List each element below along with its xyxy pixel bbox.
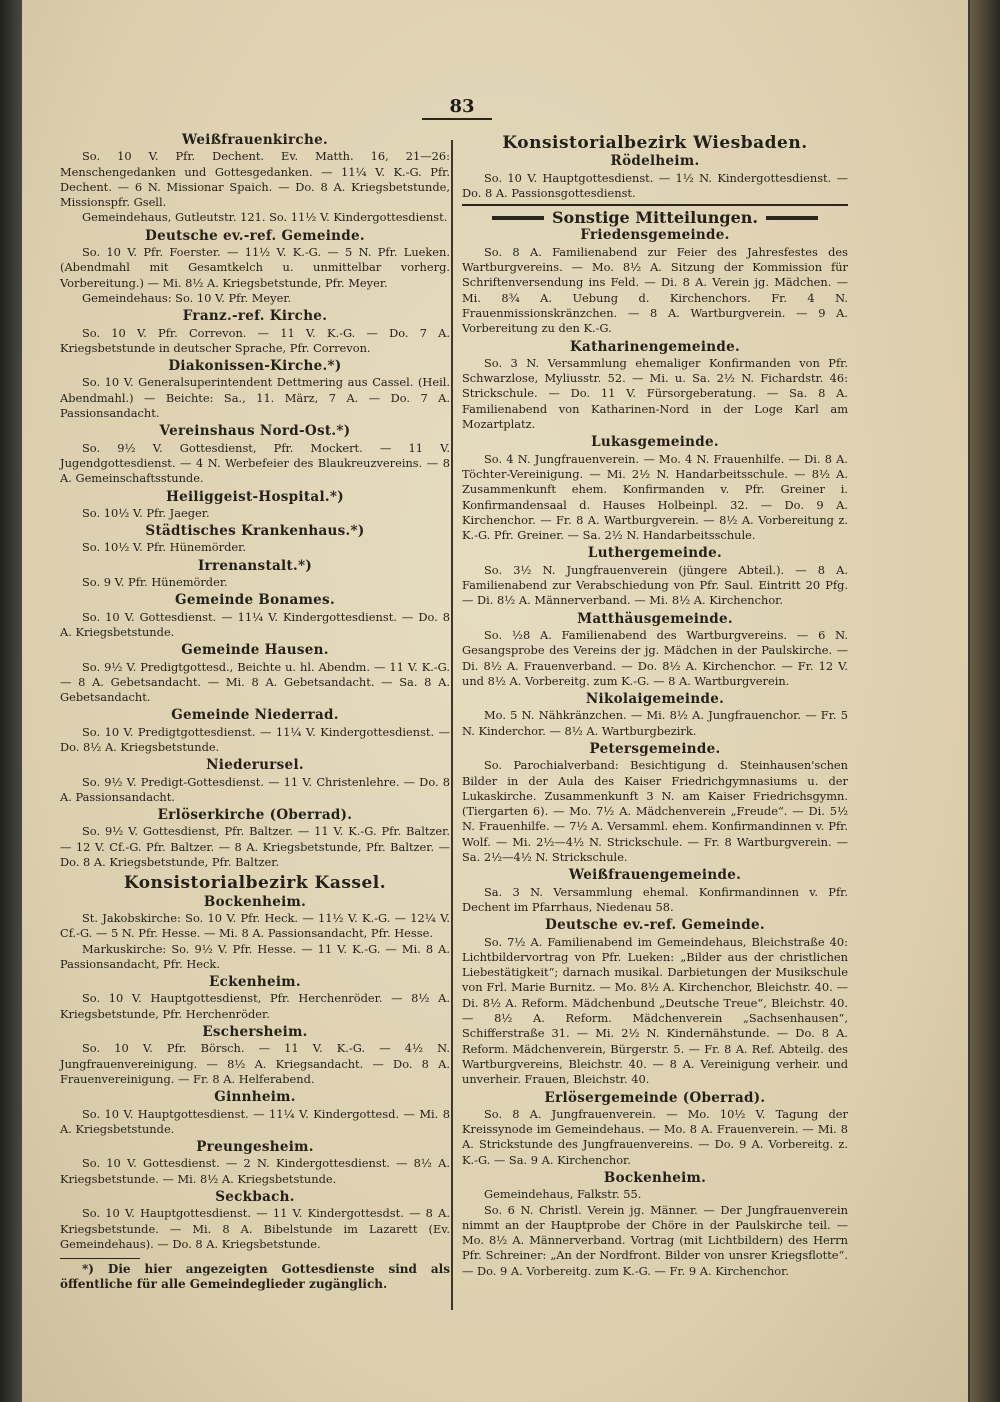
schedule-paragraph: So. 9½ V. Gottesdienst, Pfr. Mockert. — 11 V. Jugendgottesdienst. — 4 N. Werbefeier des Blaukreuzvereins. — 8 A. Gemeinschaftsstunde. xyxy=(60,440,450,486)
schedule-paragraph: So. 10 V. Pfr. Börsch. — 11 V. K.-G. — 4½ N. Jungfrauenvereinigung. — 8½ A. Kriegsandacht. — Do. 8 A. Frauenvereinigung. — Fr. 8 A. Helferabend. xyxy=(60,1041,450,1086)
schedule-paragraph: Gemeindehaus, Falkstr. 55. xyxy=(484,1187,642,1202)
schedule-paragraph: So. 10 V. Predigtgottesdienst. — 11¼ V. Kindergottesdienst. — Do. 8½ A. Kriegsbetstunde. xyxy=(60,724,450,754)
parish-heading: Diakonissen-Kirche.*) xyxy=(168,358,342,375)
schedule-paragraph: So. 4 N. Jungfrauenverein. — Mo. 4 N. Frauenhilfe. — Di. 8 A. Töchter-Vereinigung. — Mi. 2½ N. Handarbeitsschule. — 8½ A. Zusammenkunft ehem. Konfirmanden v. Pfr. Greiner i. Konfirmandensaal d. Hauses Holbeinpl. 32. — Do. 9 A. Kirchenchor. — Fr. 8 A. Wartburgverein. — 8½ A. Vorbereitung z. K.-G. Pfr. Greiner. — Sa. 2½ N. Handarbeitsschule. xyxy=(462,451,848,543)
footnote: *) Die hier angezeigten Gottesdienste sind als öffentliche für alle Gemeindeglieder zugänglich. xyxy=(60,1262,450,1292)
parish-heading: Erlöserkirche (Oberrad). xyxy=(157,807,353,824)
schedule-paragraph: Markuskirche: So. 9½ V. Pfr. Hesse. — 11 V. K.-G. — Mi. 8 A. Passionsandacht, Pfr. Heck. xyxy=(60,941,450,971)
parish-heading: Städtisches Krankenhaus.*) xyxy=(145,523,365,540)
parish-heading: Bockenheim. xyxy=(203,893,307,910)
schedule-paragraph: Gemeindehaus, Gutleutstr. 121. So. 11½ V. Kindergottesdienst. xyxy=(82,210,448,225)
parish-heading: Katharinengemeinde. xyxy=(569,338,740,355)
page-number: 83 xyxy=(449,96,475,117)
schedule-paragraph: So. 10 V. Hauptgottesdienst. — 11 V. Kindergottesdst. — 8 A. Kriegsbetstunde. — Mi. 8 A. Bibelstunde im Lazarett (Ev. Gemeindehaus). — Do. 8 A. Kriegsbetstunde. xyxy=(60,1206,450,1251)
schedule-paragraph: So. 10 V. Gottesdienst. — 2 N. Kindergottesdienst. — 8½ A. Kriegsbetstunde. — Mi. 8½ A. Kriegsbetstunde. xyxy=(60,1156,450,1186)
schedule-paragraph: So. 10½ V. Pfr. Jaeger. xyxy=(82,505,210,520)
parish-heading: Weißfrauenkirche. xyxy=(182,132,328,148)
parish-heading: Friedensgemeinde. xyxy=(580,227,730,244)
parish-heading: Niederursel. xyxy=(206,757,304,774)
district-heading: Konsistorialbezirk Wiesbaden. xyxy=(502,133,808,153)
schedule-paragraph: Gemeindehaus: So. 10 V. Pfr. Meyer. xyxy=(82,290,292,305)
document-page xyxy=(22,0,968,1402)
schedule-paragraph: So. ½8 A. Familienabend des Wartburgvereins. — 6 N. Gesangsprobe des Vereins der jg. Mädchen in der Paulskirche. — Di. 8½ A. Frauenverband. — Do. 8½ A. Kirchenchor. — Fr. 12 V. und 8½ A. Vorbereitg. zum K.-G. — 8 A. Wartburgverein. xyxy=(462,627,848,688)
schedule-paragraph: Sa. 3 N. Versammlung ehemal. Konfirmandinnen v. Pfr. Dechent im Pfarrhaus, Niedenau 58. xyxy=(462,884,848,914)
parish-heading: Seckbach. xyxy=(215,1189,295,1205)
horizontal-rule xyxy=(462,204,848,206)
right-column xyxy=(462,130,848,1279)
parish-heading: Gemeinde Niederrad. xyxy=(171,707,339,724)
schedule-paragraph: So. 3½ N. Jungfrauenverein (jüngere Abteil.). — 8 A. Familienabend zur Verabschiedung von Pfr. Saul. Eintritt 20 Pfg. — Di. 8½ A. Männerverband. — Mi. 8½ A. Kirchenchor. xyxy=(462,562,848,608)
parish-heading: Vereinshaus Nord-Ost.*) xyxy=(159,423,351,440)
schedule-paragraph: So. 9½ V. Predigtgottesd., Beichte u. hl. Abendm. — 11 V. K.-G. — 8 A. Gebetsandacht. — Mi. 8 A. Gebetsandacht. — Sa. 8 A. Gebetsandacht. xyxy=(60,659,450,705)
parish-heading: Preungesheim. xyxy=(196,1139,314,1156)
parish-heading: Nikolaigemeinde. xyxy=(585,691,725,708)
book-binding-left xyxy=(0,0,22,1402)
parish-heading: Matthäusgemeinde. xyxy=(577,610,733,627)
parish-heading: Bockenheim. xyxy=(603,1170,707,1186)
parish-heading: Deutsche ev.-ref. Gemeinde. xyxy=(145,227,365,244)
footnote-rule xyxy=(60,1258,140,1259)
banner-bar-left xyxy=(492,216,544,220)
parish-heading: Gemeinde Bonames. xyxy=(175,592,335,609)
parish-heading: Franz.-ref. Kirche. xyxy=(182,308,328,325)
column-divider xyxy=(451,140,453,1310)
schedule-paragraph: So. 10 V. Generalsuperintendent Dettmering aus Cassel. (Heil. Abendmahl.) — Beichte: Sa., 11. März, 7 A. — Do. 7 A. Passionsandacht. xyxy=(60,375,450,421)
parish-heading: Gemeinde Hausen. xyxy=(181,642,329,659)
schedule-paragraph: So. 10 V. Pfr. Foerster. — 11½ V. K.-G. — 5 N. Pfr. Lueken. (Abendmahl mit Gesamtkelch u. unmittelbar vorherg. Vorbereitung.) — Mi. 8½ A. Kriegsbetstunde, Pfr. Meyer. xyxy=(60,245,450,290)
section-banner xyxy=(462,208,848,228)
schedule-paragraph: So. 10 V. Gottesdienst. — 11¼ V. Kindergottesdienst. — Do. 8 A. Kriegsbetstunde. xyxy=(60,609,450,639)
schedule-paragraph: So. 10 V. Hauptgottesdienst. — 11¼ V. Kindergottesd. — Mi. 8 A. Kriegsbetstunde. xyxy=(60,1106,450,1136)
schedule-paragraph: So. 3 N. Versammlung ehemaliger Konfirmanden von Pfr. Schwarzlose, Myliusstr. 52. — Mi. u. Sa. 2½ N. Fichardstr. 46: Strickschule. — Do. 11 V. Fürsorgeberatung. — Sa. 8 A. Familienabend von Katharinen-Nord in der Loge Karl am Mozartplatz. xyxy=(462,355,848,432)
book-binding-right xyxy=(970,0,1000,1402)
schedule-paragraph: So. 8 A. Jungfrauenverein. — Mo. 10½ V. Tagung der Kreissynode im Gemeindehaus. — Mo. 8 A. Frauenverein. — Mi. 8 A. Strickstunde des Jungfrauenvereins. — Do. 9 A. Vorbereitg. z. K.-G. — Sa. 9 A. Kirchenchor. xyxy=(462,1106,848,1167)
schedule-paragraph: So. 9½ V. Predigt-Gottesdienst. — 11 V. Christenlehre. — Do. 8 A. Passionsandacht. xyxy=(60,774,450,804)
schedule-paragraph: So. Parochialverband: Besichtigung d. Steinhausen'schen Bilder in der Aula des Kaiser Friedrichgymnasiums u. der Lukaskirche. Zusammenkunft 3 N. am Kaiser Friedrichsgymn. (Tiergarten 6). — Mo. 7½ A. Mädchenverein „Freude“. — Di. 5½ N. Frauenhilfe. — 7½ A. Versamml. ehem. Konfirmandinnen v. Pfr. Wolf. — Mi. 2½—4½ N. Strickschule. — Fr. 8 Wartburgverein. — Sa. 2½—4½ N. Strickschule. xyxy=(462,758,848,865)
parish-heading: Weißfrauengemeinde. xyxy=(568,867,742,884)
schedule-paragraph: So. 10 V. Hauptgottesdienst, Pfr. Herchenröder. — 8½ A. Kriegsbetstunde, Pfr. Herchenröder. xyxy=(60,991,450,1021)
page-number-rule xyxy=(422,118,492,120)
schedule-paragraph: St. Jakobskirche: So. 10 V. Pfr. Heck. — 11½ V. K.-G. — 12¼ V. Cf.-G. — 5 N. Pfr. Hesse. — Mi. 8 A. Passionsandacht, Pfr. Hesse. xyxy=(60,910,450,941)
parish-heading: Lukasgemeinde. xyxy=(591,434,719,451)
schedule-paragraph: So. 10 V. Hauptgottesdienst. — 1½ N. Kindergottesdienst. — Do. 8 A. Passionsgottesdienst. xyxy=(462,170,848,200)
left-column xyxy=(60,130,450,1292)
schedule-paragraph: So. 10½ V. Pfr. Hünemörder. xyxy=(82,540,246,555)
parish-heading: Irrenanstalt.*) xyxy=(197,557,313,574)
schedule-paragraph: So. 10 V. Pfr. Correvon. — 11 V. K.-G. — Do. 7 A. Kriegsbetstunde in deutscher Sprache, Pfr. Correvon. xyxy=(60,325,450,355)
schedule-paragraph: So. 6 N. Christl. Verein jg. Männer. — Der Jungfrauenverein nimmt an der Hauptprobe der Chöre in der Paulskirche teil. — Mo. 8½ A. Männerverband. Vortrag (mit Lichtbildern) des Herrn Pfr. Schreiner: „An der Nordfront. Bilder von unsrer Kriegsflotte“. — Do. 9 A. Vorbereitg. zum K.-G. — Fr. 9 A. Kirchenchor. xyxy=(462,1202,848,1278)
parish-heading: Eschersheim. xyxy=(202,1024,308,1041)
parish-heading: Deutsche ev.-ref. Gemeinde. xyxy=(545,917,765,934)
parish-heading: Erlösergemeinde (Oberrad). xyxy=(544,1089,766,1106)
parish-heading: Rödelheim. xyxy=(610,153,700,170)
schedule-paragraph: So. 8 A. Familienabend zur Feier des Jahresfestes des Wartburgvereins. — Mo. 8½ A. Sitzung der Kommission für Schriftenversendung ins Feld. — Di. 8 A. Verein jg. Mädchen. — Mi. 8¾ A. Uebung d. Kirchenchors. Fr. 4 N. Frauenmissionskränzchen. — 8 A. Wartburgverein. — 9 A. Vorbereitung zu den K.-G. xyxy=(462,244,848,336)
schedule-paragraph: So. 7½ A. Familienabend im Gemeindehaus, Bleichstraße 40: Lichtbildervortrag von Pfr. Lueken: „Bilder aus der christlichen Liebestätigkeit“; darnach musikal. Darbietungen der Musikschule von Frl. Marie Burnitz. — Mo. 8½ A. Kirchenchor, Bleichstr. 40. — Di. 8½ A. Reform. Mädchenbund „Deutsche Treue“, Bleichstr. 40. — 8½ A. Reform. Mädchenverein „Sachsenhausen“, Schifferstraße 31. — Mi. 2½ N. Kindernähstunde. — Do. 8 A. Reform. Mädchenverein, Bürgerstr. 5. — Fr. 8 A. Ref. Abteilg. des Wartburgvereins, Bleichstr. 40. — 8 A. Vereinigung verheir. und unverheir. Frauen, Bleichstr. 40. xyxy=(462,934,848,1087)
parish-heading: Ginnheim. xyxy=(214,1089,296,1106)
banner-title: Sonstige Mitteilungen. xyxy=(551,208,758,228)
schedule-paragraph: So. 9 V. Pfr. Hünemörder. xyxy=(82,575,228,590)
parish-heading: Petersgemeinde. xyxy=(589,740,721,757)
schedule-paragraph: So. 9½ V. Gottesdienst, Pfr. Baltzer. — 11 V. K.-G. Pfr. Baltzer. — 12 V. Cf.-G. Pfr. Baltzer. — 8 A. Kriegsbetstunde, Pfr. Baltzer. — Do. 8 A. Kriegsbetstunde, Pfr. Baltzer. xyxy=(60,824,450,870)
district-heading: Konsistorialbezirk Kassel. xyxy=(123,873,387,894)
parish-heading: Luthergemeinde. xyxy=(587,545,723,562)
parish-heading: Heiliggeist-Hospital.*) xyxy=(166,488,344,505)
banner-bar-right xyxy=(766,216,818,220)
parish-heading: Eckenheim. xyxy=(209,974,301,991)
schedule-paragraph: So. 10 V. Pfr. Dechent. Ev. Matth. 16, 21—26: Menschengedanken und Gottesgedanken. — 11¼ V. K.-G. Pfr. Dechent. — 6 N. Missionar Spaich. — Do. 8 A. Kriegsbetstunde, Missionspfr. Gsell. xyxy=(60,149,450,210)
schedule-paragraph: Mo. 5 N. Nähkränzchen. — Mi. 8½ A. Jungfrauenchor. — Fr. 5 N. Kinderchor. — 8½ A. Wartburgbezirk. xyxy=(462,708,848,738)
